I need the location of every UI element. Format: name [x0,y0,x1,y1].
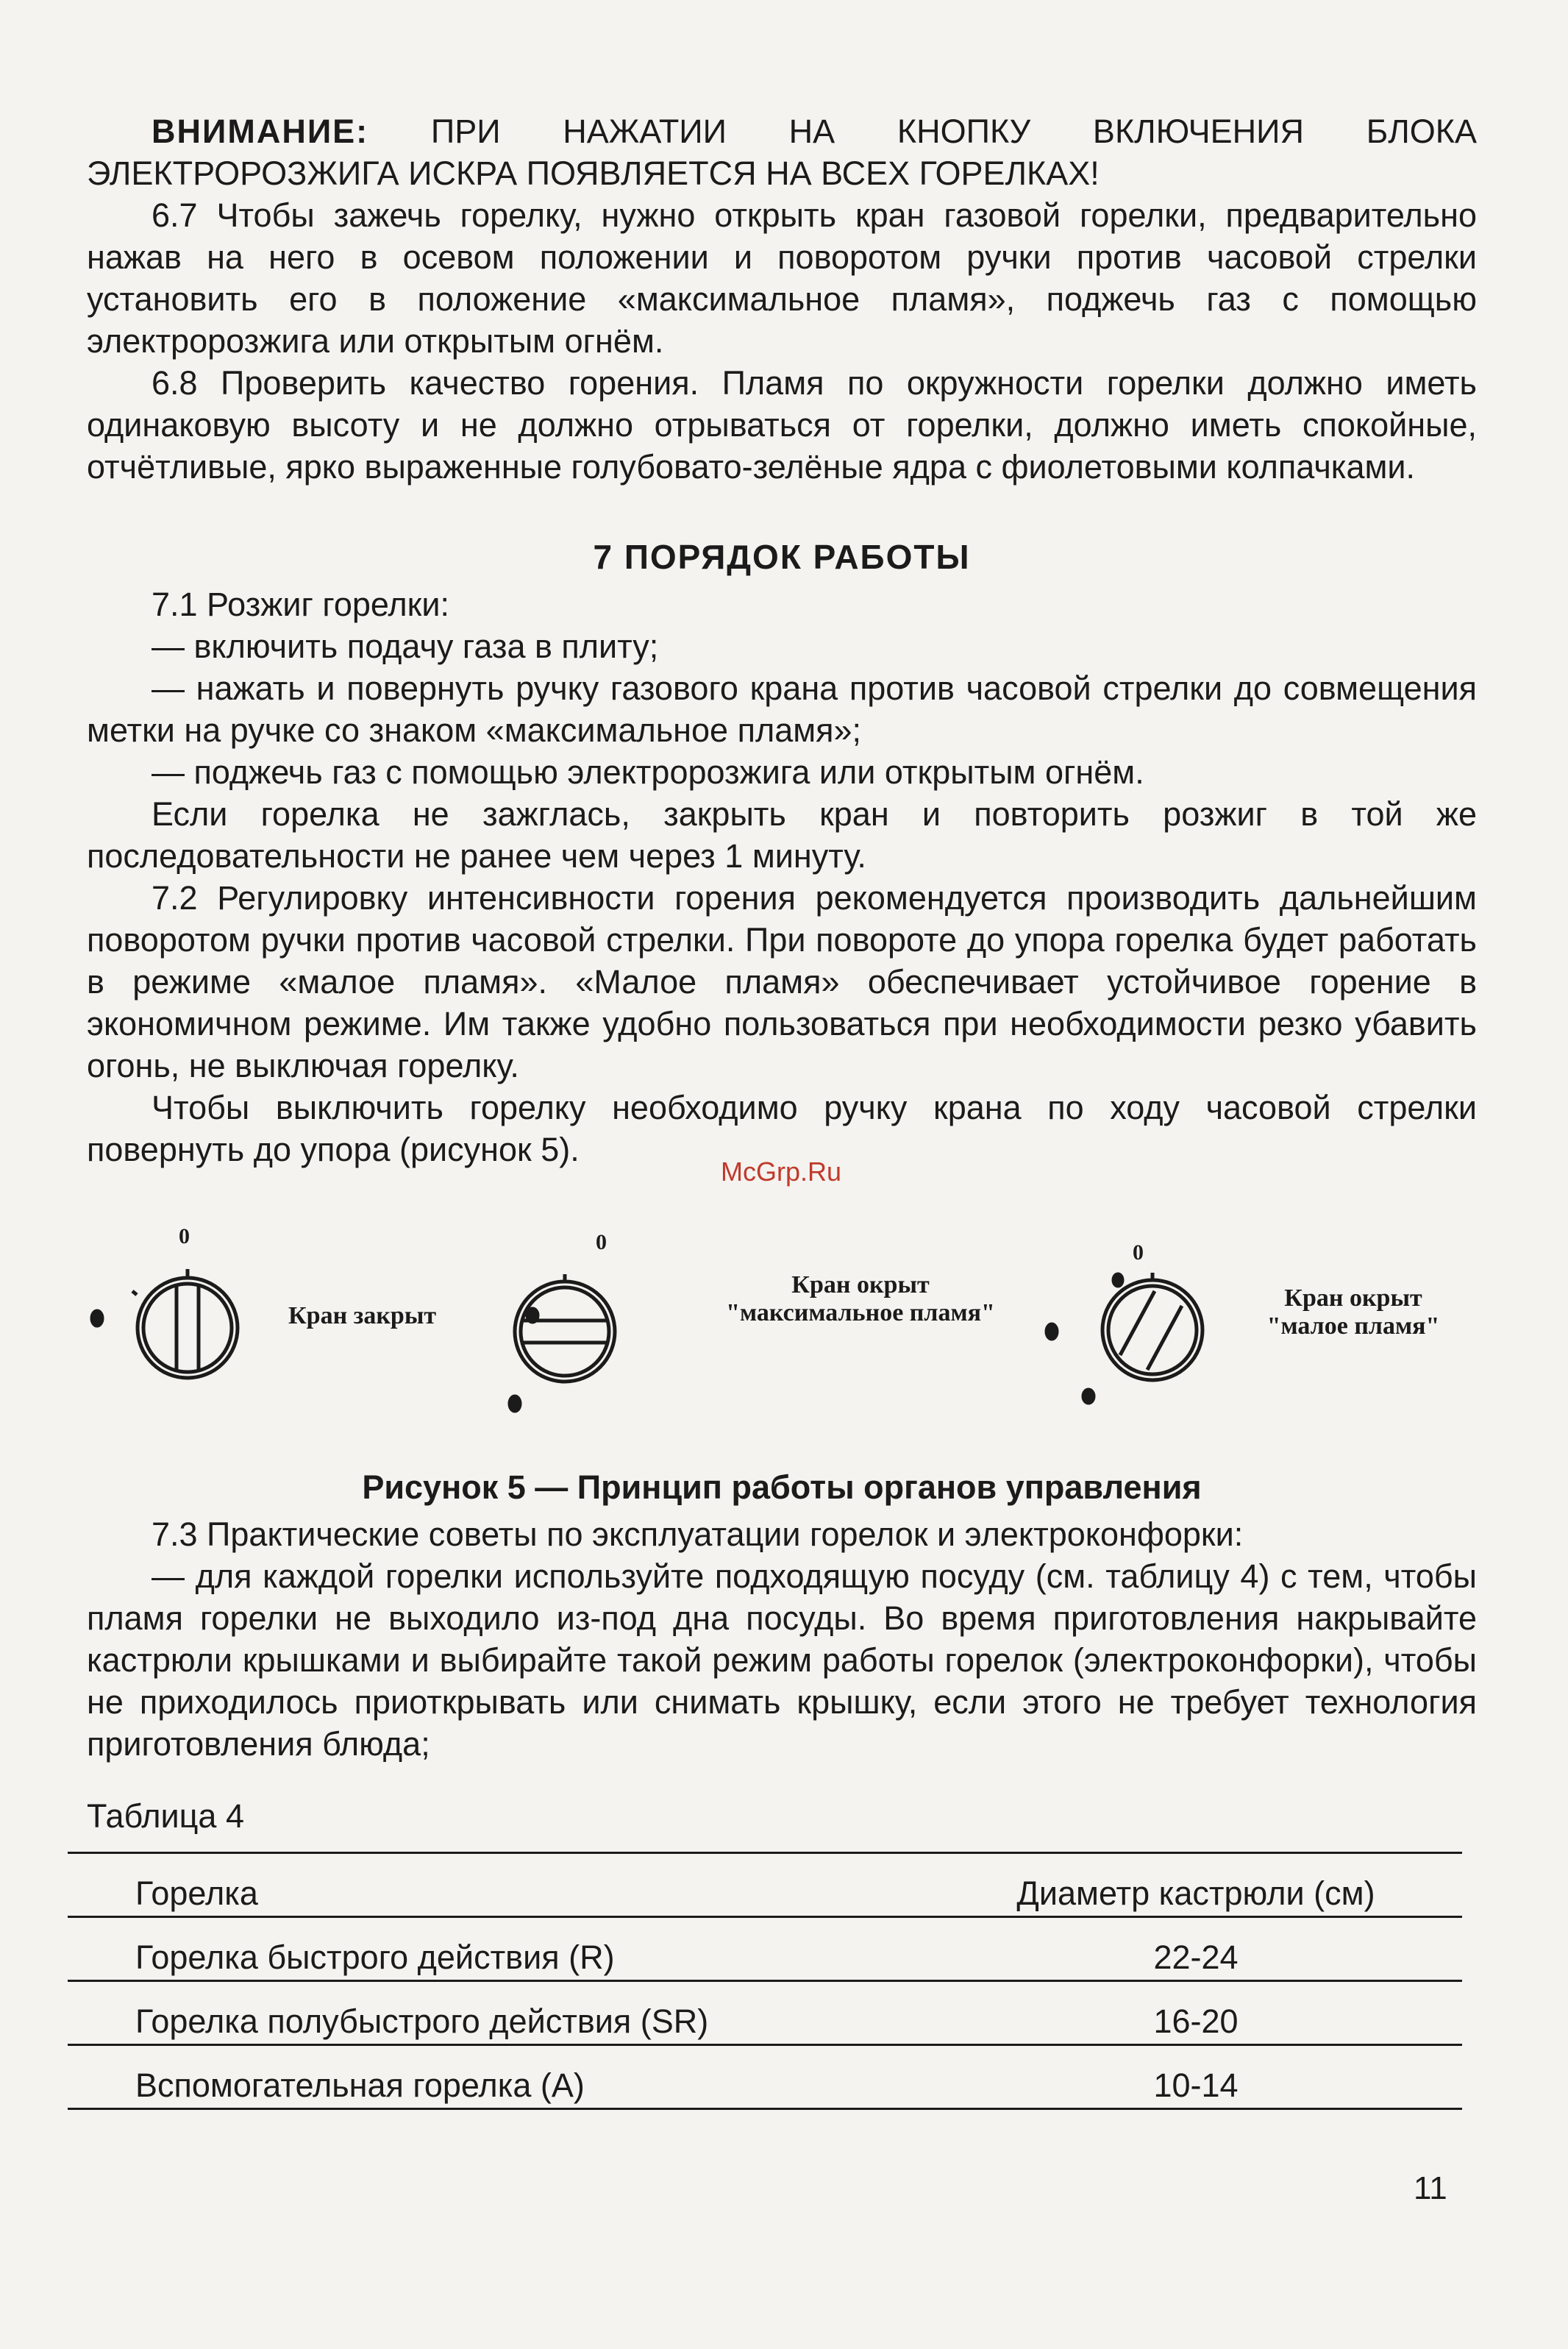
paragraph-7-1-item-1: — включить подачу газа в плиту; [152,628,659,665]
paragraph-7-3-title: 7.3 Практические советы по эксплуатации горелок и электроконфорки: [152,1515,1244,1553]
knob-min-zero-mark: 0 [1133,1240,1144,1265]
table-title: Таблица 4 [87,1797,244,1835]
label-open-min-line-2: "малое пламя" [1266,1312,1440,1340]
table-header-row [68,1853,1462,1917]
paragraph-6-7: 6.7 Чтобы зажечь горелку, нужно открыть кран газовой горелки, предварительно нажав на него в осевом положении и поворотом ручки против часовой стрелки установить его в положение «максимальное пламя», поджечь газ с помощью электророзжига или открытым огнём. [87,196,1477,360]
knob-closed-icon [92,1269,238,1378]
paragraph-7-1-item-3: — поджечь газ с помощью электророзжига или открытым огнём. [152,753,1144,791]
table-header-diameter: Диаметр кастрюли (см) [1016,1874,1375,1912]
paragraph-turn-off: Чтобы выключить горелку необходимо ручку крана по ходу часовой стрелки повернуть до упора (рисунок 5). [87,1089,1477,1168]
label-open-min [1236,1284,1471,1340]
section-6-text [87,110,1477,488]
table-row [68,1917,1462,1981]
warning-label: ВНИМАНИЕ: [152,113,369,150]
label-open-min-line-1: Кран окрыт [1284,1284,1422,1312]
figure-caption: Рисунок 5 — Принцип работы органов управления [362,1468,1202,1506]
paragraph-7-1-note: Если горелка не зажглась, закрыть кран и повторить розжиг в той же последовательности не ранее чем через 1 минуту. [87,795,1477,875]
table-cell-burner: Горелка полубыстрого действия (SR) [135,2002,709,2040]
paragraph-7-1-item-2: — нажать и повернуть ручку газового крана против часовой стрелки до совмещения метки на ручке со знаком «максимальное пламя»; [87,669,1477,749]
table-cell-diameter: 16-20 [1153,2002,1239,2040]
label-open-max-line-1: Кран окрыт [791,1271,930,1298]
paragraph-7-3-text: — для каждой горелки используйте подходящую посуду (см. таблицу 4) с тем, чтобы пламя горелки не выходило из-под дна посуды. Во время приготовления накрывайте кастрюли крышками и выбирайте такой режим работы горелок (электроконфорки), чтобы не приходилось приоткрывать или снимать крышку, если этого не требует технология приготовления блюда; [87,1557,1477,1763]
knob-closed-zero-mark: 0 [179,1224,190,1248]
knob-open-max-icon [510,1274,615,1411]
section-7-3-text [87,1513,1477,1765]
label-open-max [662,1271,1059,1327]
table-cell-burner: Горелка быстрого действия (R) [135,1938,615,1976]
section-7-text [87,583,1477,1170]
paragraph-6-8: 6.8 Проверить качество горения. Пламя по окружности горелки должно иметь одинаковую высоту и не должно отрываться от горелки, должно иметь спокойные, отчётливые, ярко выраженные голубовато-зелёные ядра с фиолетовыми колпачками. [87,364,1477,486]
page-number: 11 [1414,2170,1447,2206]
label-closed: Кран закрыт [288,1302,437,1329]
table-cell-diameter: 10-14 [1153,2067,1239,2104]
table-cell-diameter: 22-24 [1153,1938,1239,1976]
table-header-burner: Горелка [135,1874,258,1912]
watermark-text: McGrp.Ru [721,1156,842,1187]
section-7-heading: 7 ПОРЯДОК РАБОТЫ [593,538,971,576]
knob-max-zero-mark: 0 [596,1230,607,1254]
paragraph-7-1-title: 7.1 Розжиг горелки: [152,586,449,623]
table-row [68,2045,1462,2109]
cookware-diameter-table [68,1852,1462,2110]
table-cell-burner: Вспомогательная горелка (A) [135,2067,585,2104]
warning-paragraph [87,110,1477,194]
warning-text: ПРИ НАЖАТИИ НА КНОПКУ ВКЛЮЧЕНИЯ БЛОКА ЭЛЕКТРОРОЗЖИГА ИСКРА ПОЯВЛЯЕТСЯ НА ВСЕХ ГОРЕЛКАХ! [87,113,1477,192]
table-row [68,1981,1462,2045]
label-open-max-line-2: "максимальное пламя" [726,1299,995,1326]
knob-open-min-icon [1047,1273,1202,1403]
paragraph-7-2: 7.2 Регулировку интенсивности горения рекомендуется производить дальнейшим поворотом ручки против часовой стрелки. При повороте до упора горелка будет работать в режиме «малое пламя». «Малое пламя» обеспечивает устойчивое горение в экономичном режиме. Им также удобно пользоваться при необходимости резко убавить огонь, не выключая горелку. [87,879,1477,1084]
